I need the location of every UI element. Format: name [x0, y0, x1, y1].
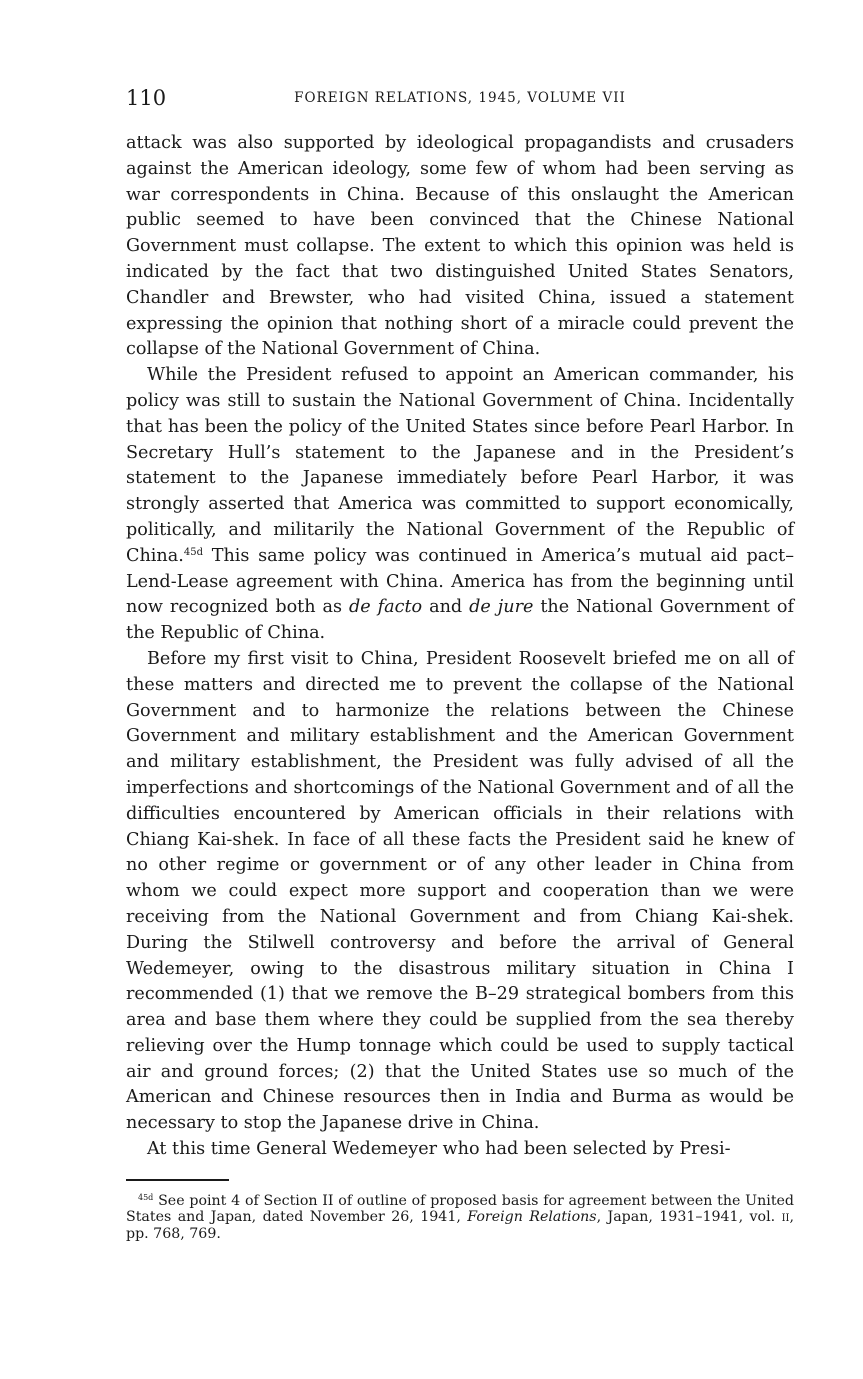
- footnote-reference[interactable]: 45d: [183, 546, 203, 558]
- page-number: 110: [126, 86, 167, 110]
- page-header: [126, 86, 794, 114]
- footnote-text-b: , Japan, 1931–1941, vol.: [596, 1209, 782, 1226]
- paragraph-2-text-c: and: [422, 597, 470, 618]
- footnote-text-c: , pp. 768, 769.: [126, 1209, 794, 1242]
- running-head: FOREIGN RELATIONS, 1945, VOLUME VII: [294, 90, 626, 106]
- footnote-volume: ii: [781, 1209, 790, 1226]
- document-page: [126, 86, 794, 1242]
- body-text: [126, 131, 794, 1163]
- paragraph-2-text-a: While the President refused to appoint an American commander, his policy was still to sustain the National Government of China. Incidentally that has been the policy of the United States since before Pearl Harbor. In Secretary Hull’s statement to the Japanese and in the President’s statement to the Japanese immediately before Pearl Harbor, it was strongly asserted that America was committed to support economically, politically, and militarily the National Government of the Republic of China.: [126, 365, 794, 566]
- footnote-marker: 45d: [138, 1192, 154, 1202]
- footnote-divider: [126, 1179, 229, 1181]
- paragraph-2-text-b: This same policy was continued in America’s mutual aid pact–Lend-Lease agreement with China. America has from the beginning until now recognized both as: [126, 545, 794, 618]
- footnote: [126, 1193, 794, 1242]
- footnote-citation-title: Foreign Relations: [467, 1209, 597, 1226]
- de-facto-term: de facto: [349, 597, 423, 618]
- footnote-text-a: See point 4 of Section II of outline of proposed basis for agreement between the United States and Japan, dated November 26, 1941,: [126, 1192, 794, 1226]
- paragraph-3: Before my first visit to China, President Roosevelt briefed me on all of these matters and directed me to prevent the collapse of the National Government and to harmonize the relations between the Chinese Government and military establishment and the American Government and military establishment, the President was fully advised of all the imperfections and shortcomings of the National Government and of all the difficulties encountered by American officials in their relations with Chiang Kai-shek. In face of all these facts the President said he knew of no other regime or government or of any other leader in China from whom we could expect more support and cooperation than we were receiving from the National Government and from Chiang Kai-shek. During the Stilwell controversy and before the arrival of General Wedemeyer, owing to the disastrous military situation in China I recommended (1) that we remove the B–29 strategical bombers from this area and base them where they could be supplied from the sea thereby relieving over the Hump tonnage which could be used to supply tactical air and ground forces; (2) that the United States use so much of the American and Chinese resources then in India and Burma as would be necessary to stop the Japanese drive in China.: [126, 648, 794, 1134]
- de-jure-term: de jure: [469, 597, 534, 618]
- paragraph-1: attack was also supported by ideological propagandists and crusaders against the American ideology, some few of whom had been serving as war correspondents in China. Because of this onslaught the American public seemed to have been convinced that the Chinese National Government must collapse. The extent to which this opinion was held is indicated by the fact that two distinguished United States Senators, Chandler and Brewster, who had visited China, issued a statement expressing the opinion that nothing short of a miracle could prevent the collapse of the National Government of China.: [126, 133, 794, 360]
- paragraph-2-text-d: the National Government of the Republic of China.: [126, 597, 794, 644]
- paragraph-4: At this time General Wedemeyer who had been selected by Presi-: [147, 1139, 731, 1160]
- paragraph-2: [126, 363, 794, 647]
